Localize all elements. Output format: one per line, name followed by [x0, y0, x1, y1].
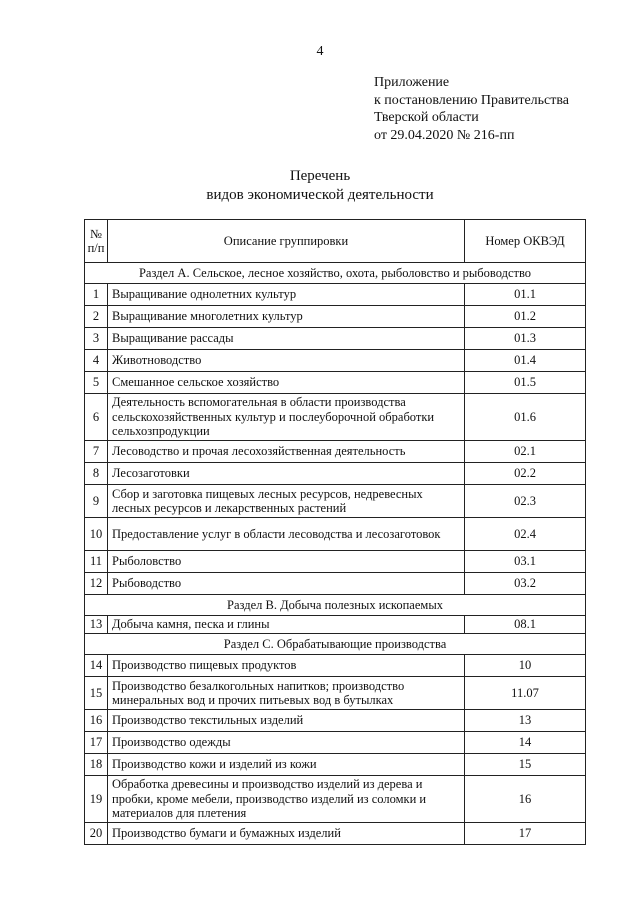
- row-desc: Производство безалкогольных напитков; производство минеральных вод и прочих питьевых вод в бутылках: [108, 677, 465, 710]
- row-desc: Добыча камня, песка и глины: [108, 616, 465, 634]
- row-desc: Производство текстильных изделий: [108, 710, 465, 732]
- document-title: [0, 167, 640, 205]
- row-desc: Рыболовство: [108, 551, 465, 573]
- row-desc: Животноводство: [108, 350, 465, 372]
- row-desc: Сбор и заготовка пищевых лесных ресурсов, недревесных лесных ресурсов и лекарственных растений: [108, 485, 465, 518]
- section-row-a: [85, 263, 586, 284]
- row-code: 08.1: [465, 616, 586, 634]
- row-num: 1: [85, 284, 108, 306]
- row-code: 02.2: [465, 463, 586, 485]
- header-num: [85, 220, 108, 263]
- section-row-c: [85, 634, 586, 655]
- row-code: 01.1: [465, 284, 586, 306]
- row-num: 5: [85, 372, 108, 394]
- row-num: 7: [85, 441, 108, 463]
- header-code: Номер ОКВЭД: [465, 220, 586, 263]
- table-row: [85, 710, 586, 732]
- table-row: [85, 518, 586, 551]
- row-desc: Выращивание однолетних культур: [108, 284, 465, 306]
- appendix-line-2: к постановлению Правительства: [374, 92, 570, 108]
- row-desc: Предоставление услуг в области лесоводства и лесозаготовок: [108, 518, 465, 551]
- row-num: 14: [85, 655, 108, 677]
- row-desc: Производство одежды: [108, 732, 465, 754]
- appendix-line-1: Приложение: [374, 75, 450, 90]
- table-row: [85, 394, 586, 441]
- row-code: 02.4: [465, 518, 586, 551]
- appendix-line-3: Тверской области: [374, 110, 479, 125]
- row-desc: Обработка древесины и производство изделий из дерева и пробки, кроме мебели, производство изделий из соломки и материалов для плетения: [108, 776, 465, 823]
- row-num: 19: [85, 776, 108, 823]
- table-row: [85, 754, 586, 776]
- table-row: [85, 284, 586, 306]
- row-desc: Производство кожи и изделий из кожи: [108, 754, 465, 776]
- row-desc: Выращивание рассады: [108, 328, 465, 350]
- table-row: [85, 551, 586, 573]
- row-num: 6: [85, 394, 108, 441]
- row-num: 13: [85, 616, 108, 634]
- row-code: 01.2: [465, 306, 586, 328]
- table-row: [85, 328, 586, 350]
- row-num: 12: [85, 573, 108, 595]
- row-num: 18: [85, 754, 108, 776]
- row-code: 03.1: [465, 551, 586, 573]
- row-code: 03.2: [465, 573, 586, 595]
- table-row: [85, 677, 586, 710]
- activity-table: [84, 219, 586, 845]
- table-row: [85, 573, 586, 595]
- header-description: Описание группировки: [108, 220, 465, 263]
- row-code: 15: [465, 754, 586, 776]
- row-num: 4: [85, 350, 108, 372]
- section-c-title: Раздел С. Обрабатывающие производства: [85, 634, 586, 655]
- header-num-line-2: п/п: [87, 241, 105, 255]
- table-row: [85, 823, 586, 845]
- row-num: 10: [85, 518, 108, 551]
- row-num: 9: [85, 485, 108, 518]
- row-code: 16: [465, 776, 586, 823]
- row-desc: Деятельность вспомогательная в области производства сельскохозяйственных культур и послеуборочной обработки сельхозпродукции: [108, 394, 465, 441]
- row-code: 01.3: [465, 328, 586, 350]
- table-row: [85, 372, 586, 394]
- table-row: [85, 616, 586, 634]
- row-num: 20: [85, 823, 108, 845]
- header-num-line-1: №: [90, 227, 102, 241]
- title-line-2: видов экономической деятельности: [206, 187, 434, 203]
- table-row: [85, 306, 586, 328]
- table-row: [85, 485, 586, 518]
- row-num: 11: [85, 551, 108, 573]
- section-row-b: [85, 595, 586, 616]
- row-num: 8: [85, 463, 108, 485]
- table-row: [85, 776, 586, 823]
- row-num: 15: [85, 677, 108, 710]
- table-row: [85, 732, 586, 754]
- row-code: 02.3: [465, 485, 586, 518]
- row-code: 17: [465, 823, 586, 845]
- appendix-line-4: от 29.04.2020 № 216-пп: [374, 127, 515, 143]
- row-code: 01.5: [465, 372, 586, 394]
- row-desc: Смешанное сельское хозяйство: [108, 372, 465, 394]
- section-a-title: Раздел А. Сельское, лесное хозяйство, охота, рыболовство и рыбоводство: [85, 263, 586, 284]
- row-num: 17: [85, 732, 108, 754]
- table-header-row: [85, 220, 586, 263]
- row-code: 10: [465, 655, 586, 677]
- row-code: 13: [465, 710, 586, 732]
- table-row: [85, 463, 586, 485]
- row-desc: Лесозаготовки: [108, 463, 465, 485]
- row-num: 3: [85, 328, 108, 350]
- title-line-1: Перечень: [289, 168, 351, 184]
- row-desc: Лесоводство и прочая лесохозяйственная деятельность: [108, 441, 465, 463]
- table-row: [85, 350, 586, 372]
- row-desc: Рыбоводство: [108, 573, 465, 595]
- row-code: 01.4: [465, 350, 586, 372]
- row-code: 02.1: [465, 441, 586, 463]
- table-row: [85, 441, 586, 463]
- appendix-block: [374, 74, 569, 144]
- row-num: 16: [85, 710, 108, 732]
- row-num: 2: [85, 306, 108, 328]
- row-desc: Производство пищевых продуктов: [108, 655, 465, 677]
- row-desc: Производство бумаги и бумажных изделий: [108, 823, 465, 845]
- row-code: 14: [465, 732, 586, 754]
- table-row: [85, 655, 586, 677]
- row-desc: Выращивание многолетних культур: [108, 306, 465, 328]
- row-code: 11.07: [465, 677, 586, 710]
- row-code: 01.6: [465, 394, 586, 441]
- page-number: 4: [316, 44, 324, 59]
- section-b-title: Раздел В. Добыча полезных ископаемых: [85, 595, 586, 616]
